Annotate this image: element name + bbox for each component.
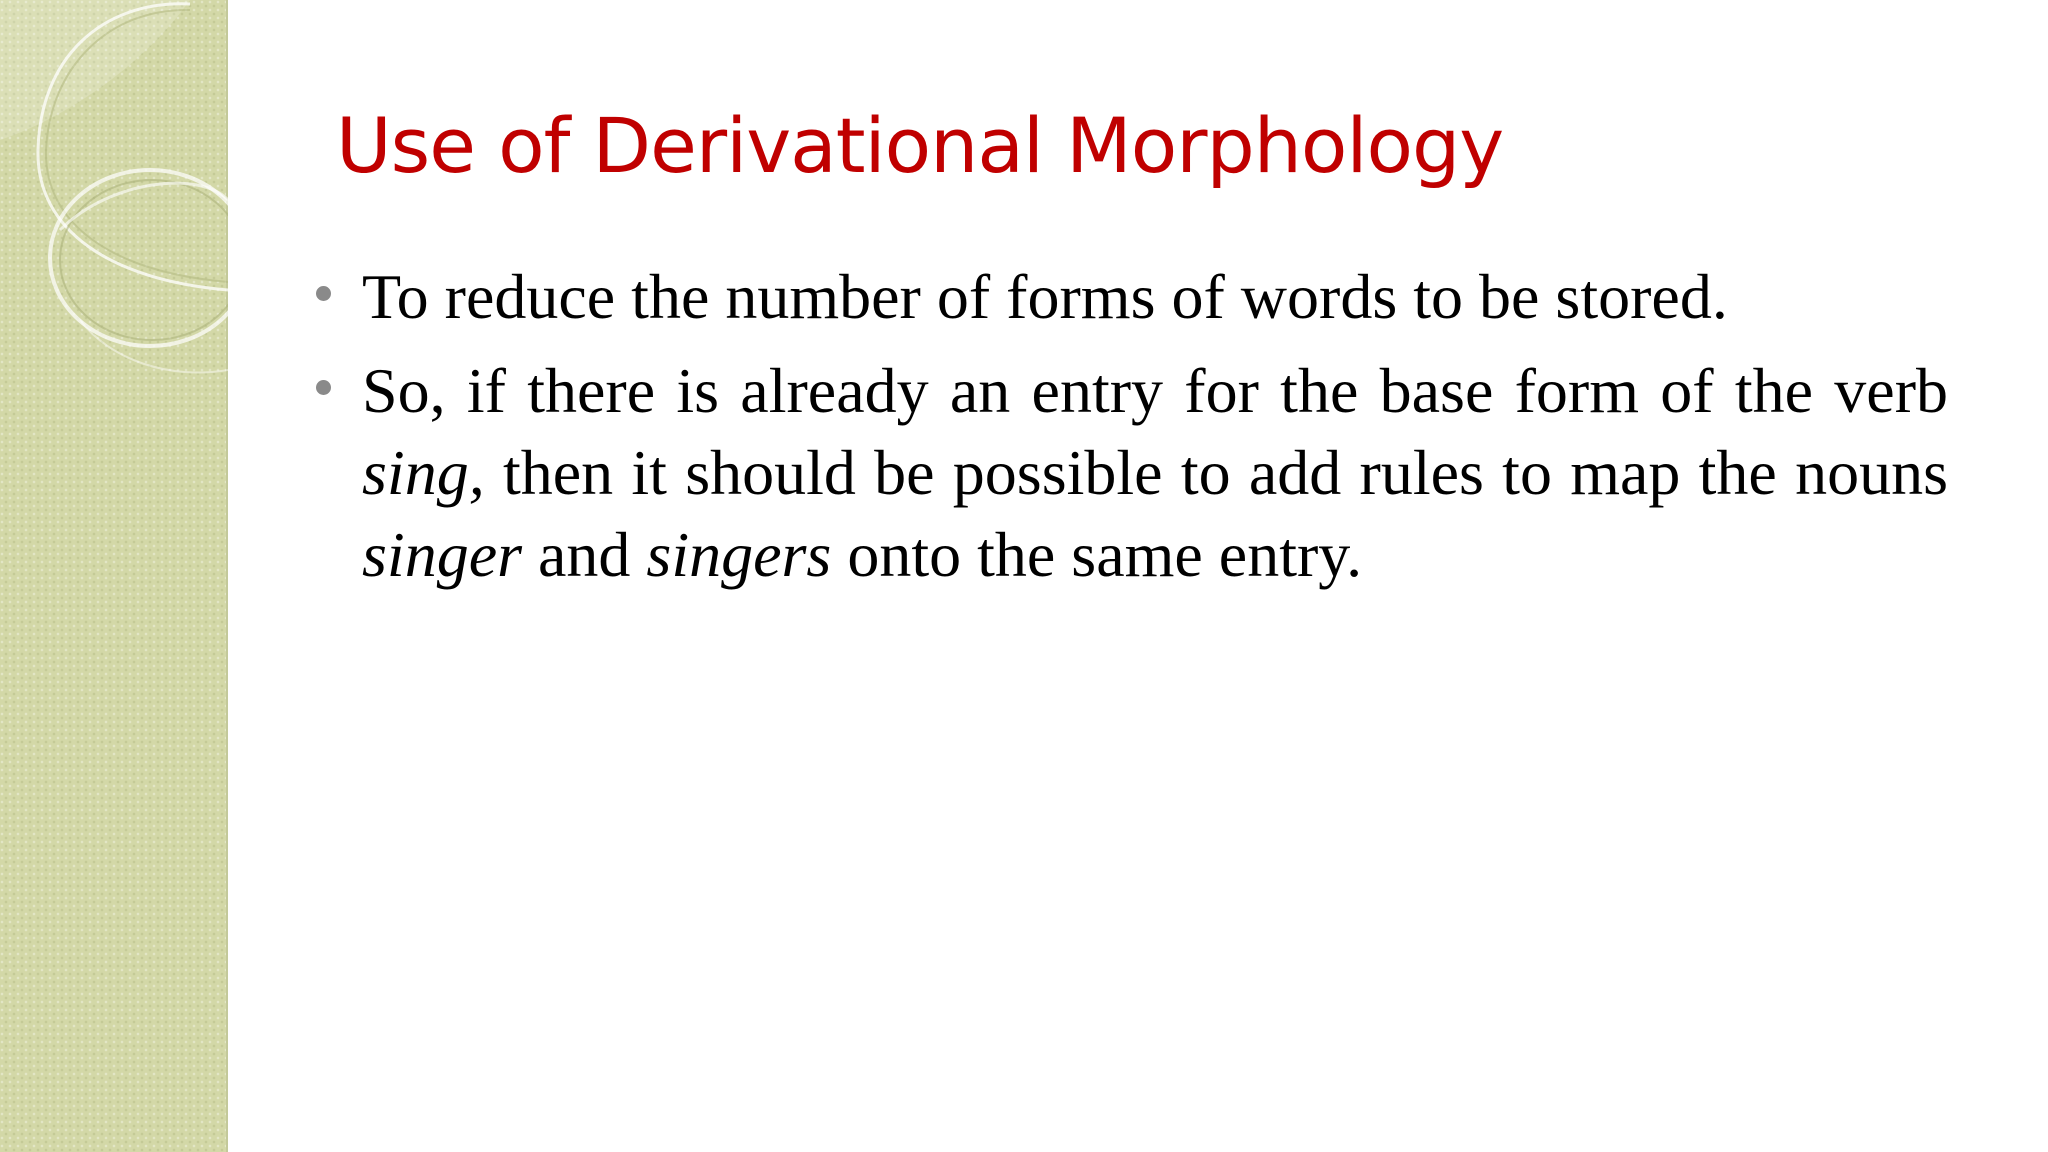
bullet-item bbox=[310, 350, 1948, 596]
decorative-swirl-icon bbox=[0, 0, 228, 1152]
bullet-text-part: onto the same entry. bbox=[831, 519, 1363, 590]
bullet-list bbox=[310, 256, 1948, 608]
bullet-text: To reduce the number of forms of words to be stored. bbox=[362, 261, 1728, 332]
italic-term-singer: singer bbox=[362, 519, 522, 590]
bullet-text-part: So, if there is already an entry for the base form of the verb bbox=[362, 355, 1948, 426]
bullet-text-part: and bbox=[522, 519, 647, 590]
bullet-dot-icon bbox=[316, 380, 331, 395]
italic-term-singers: singers bbox=[646, 519, 832, 590]
bullet-dot-icon bbox=[316, 286, 331, 301]
bullet-item bbox=[310, 256, 1948, 338]
italic-term-sing: sing, bbox=[362, 437, 485, 508]
bullet-text-part: then it should be possible to add rules to map the nouns bbox=[484, 437, 1948, 508]
decorative-side-panel bbox=[0, 0, 228, 1152]
slide-title: Use of Derivational Morphology bbox=[336, 101, 1504, 190]
